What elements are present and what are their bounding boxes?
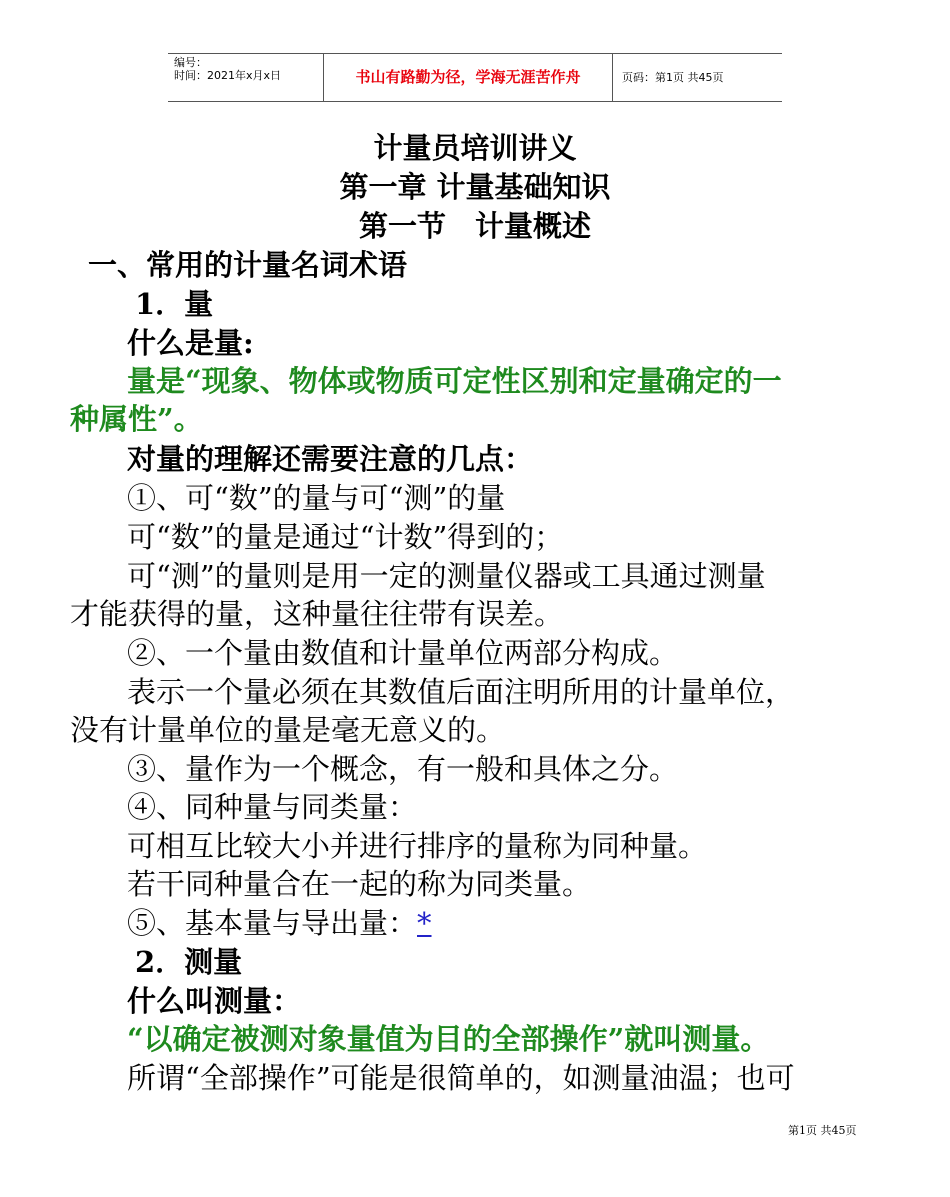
point-4-text-b: 若干同种量合在一起的称为同类量。 [127, 867, 592, 901]
document-title: 计量员培训讲义 [373, 131, 577, 165]
definition-measurement: “以确定被测对象量值为目的全部操作”就叫测量。 [127, 1022, 770, 1056]
notes-heading: 对量的理解还需要注意的几点： [127, 442, 534, 476]
heading-terms: 一、常用的计量名词术语 [88, 248, 408, 282]
definition-quantity-line1: 量是“现象、物体或物质可定性区别和定量确定的一 [127, 364, 782, 398]
number-label: 编号： [174, 56, 207, 69]
point-5 [127, 906, 432, 940]
point-2-text-a1: 表示一个量必须在其数值后面注明所用的计量单位， [127, 675, 795, 709]
page-header [168, 53, 782, 102]
time-label: 时间：2021年x月x日 [174, 69, 282, 82]
question-quantity: 什么是量: [127, 326, 254, 360]
heading-quantity: 1．量 [135, 287, 214, 321]
header-motto: 书山有路勤为径，学海无涯苦作舟 [324, 54, 613, 101]
page-footer: 第1页 共45页 [788, 1124, 857, 1137]
heading-measurement: 2．测量 [135, 945, 243, 979]
definition-quantity-line2: 种属性”。 [70, 402, 203, 436]
point-5-label: ⑤、基本量与导出量： [127, 906, 418, 940]
header-meta-cell [168, 54, 324, 101]
point-1-text-b2: 才能获得的量，这种量往往带有误差。 [70, 597, 564, 631]
paragraph-operations: 所谓“全部操作”可能是很简单的，如测量油温；也可 [127, 1061, 795, 1095]
point-1: ①、可“数”的量与可“测”的量 [127, 481, 506, 515]
point-5-link[interactable]: * [417, 906, 432, 940]
point-2-text-a2: 没有计量单位的量是毫无意义的。 [70, 713, 506, 747]
point-4: ④、同种量与同类量： [127, 790, 418, 824]
point-1-text-b1: 可“测”的量则是用一定的测量仪器或工具通过测量 [127, 559, 766, 593]
point-3: ③、量作为一个概念，有一般和具体之分。 [127, 752, 679, 786]
chapter-title: 第一章 计量基础知识 [339, 170, 611, 204]
point-1-text-a: 可“数”的量是通过“计数”得到的； [127, 520, 564, 554]
question-measurement: 什么叫测量： [127, 984, 302, 1018]
point-2: ②、一个量由数值和计量单位两部分构成。 [127, 636, 679, 670]
header-page-info: 页码：第1页 共45页 [622, 71, 724, 84]
point-4-text-a: 可相互比较大小并进行排序的量称为同种量。 [127, 829, 708, 863]
section-title: 第一节 计量概述 [358, 209, 591, 243]
